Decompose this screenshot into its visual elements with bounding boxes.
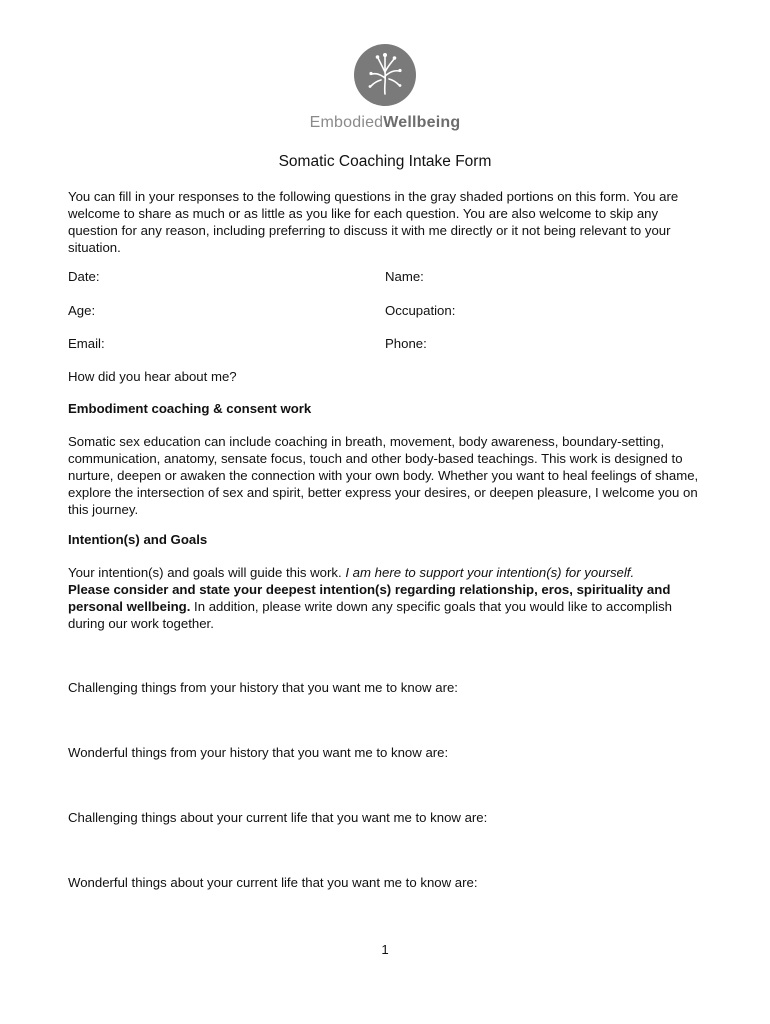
email-label: Email: <box>68 336 105 351</box>
page-number: 1 <box>381 942 389 957</box>
logo-word-1: Embodied <box>309 114 384 131</box>
question-challenging-history: Challenging things from your history that you want me to know are: <box>68 680 458 695</box>
question-wonderful-history: Wonderful things from your history that you want me to know are: <box>68 745 449 760</box>
section-heading-embodiment: Embodiment coaching & consent work <box>68 401 312 416</box>
intentions-italic-text: I am here to support your intention(s) for yourself. <box>345 565 635 580</box>
name-label: Name: <box>385 269 424 284</box>
occupation-label: Occupation: <box>385 303 456 318</box>
phone-label: Phone: <box>385 336 427 351</box>
intentions-paragraph <box>68 564 708 632</box>
date-label: Date: <box>68 269 100 284</box>
embodiment-paragraph: Somatic sex education can include coaching in breath, movement, body awareness, boundary-setting, communication, anatomy, sensate focus, touch and other body-based teachings. This work is designed to nurture, deepen or awaken the connection with your own body. Whether you want to heal feelings of shame, explore the intersection of sex and spirit, better express your desires, or deepen pleasure, I welcome you on this journey. <box>68 434 699 517</box>
intro-paragraph: You can fill in your responses to the following questions in the gray shaded portions on this form. You are welcome to share as much or as little as you like for each question. You are also welcome to skip any question for any reason, including preferring to discuss it with me directly or it not being relevant to your situation. <box>68 189 679 255</box>
intentions-bold-text: Please consider and state your deepest intention(s) regarding relationship, eros, spirituality and personal wellbeing. <box>68 582 671 614</box>
hear-about-label: How did you hear about me? <box>68 369 237 384</box>
section-heading-intentions: Intention(s) and Goals <box>68 532 208 547</box>
intentions-text-1: Your intention(s) and goals will guide this work. <box>68 565 346 580</box>
logo-word-2: Wellbeing <box>383 114 461 131</box>
age-label: Age: <box>68 303 96 318</box>
question-wonderful-current: Wonderful things about your current life that you want me to know are: <box>68 875 478 890</box>
intentions-text-2: In addition, please write down any specific goals that you would like to accomplish during our work together. <box>68 599 672 631</box>
logo-wordmark <box>0 114 770 132</box>
brand-logo <box>0 44 770 132</box>
logo-emblem-icon <box>354 44 416 106</box>
page-title: Somatic Coaching Intake Form <box>278 153 492 170</box>
question-challenging-current: Challenging things about your current life that you want me to know are: <box>68 810 488 825</box>
